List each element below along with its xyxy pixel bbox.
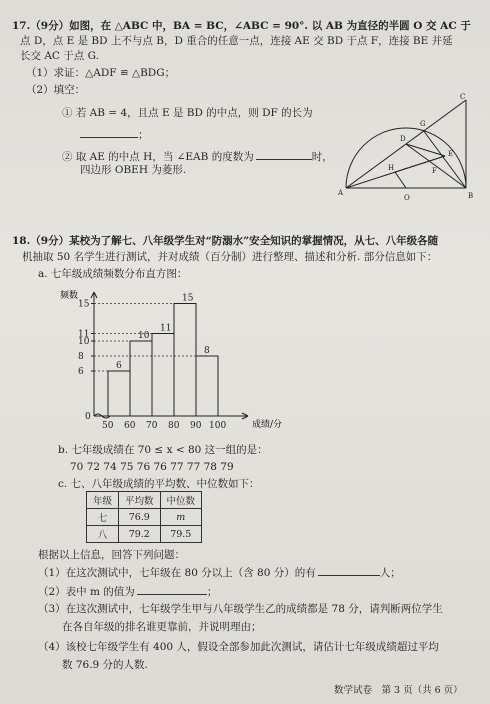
label-e: E — [448, 150, 454, 158]
q17-part2: （2）填空： — [26, 84, 86, 96]
bar-value-label: 6 — [116, 361, 122, 371]
q18-p2a: （2）表中 m 的值为 — [38, 586, 135, 598]
q17-line2: 点 D，点 E 是 BD 上不与点 B，D 重合的任意一点，连接 AE 交 BD 于点 F，连接 BE 并延 — [20, 35, 453, 47]
histogram-bar — [108, 371, 130, 416]
histogram-bar — [174, 304, 196, 417]
bar-value-label: 11 — [160, 323, 172, 334]
answer-blank[interactable] — [318, 565, 380, 576]
q17-sub2a-line — [62, 149, 333, 164]
q18-a-title: a. 七年级成绩频数分布直方图： — [38, 268, 188, 280]
answer-blank[interactable] — [80, 127, 138, 138]
bar-value-label: 15 — [182, 293, 194, 304]
answer-blank[interactable] — [256, 149, 312, 160]
q18-p1-line — [38, 565, 401, 580]
q18-p3a: （3）在这次测试中，七年级学生甲与八年级学生乙的成绩都是 78 分，请判断两位学生 — [38, 603, 443, 615]
label-d: D — [400, 135, 406, 143]
label-g: G — [420, 120, 426, 128]
table-row — [87, 509, 202, 526]
q18-line2: 机抽取 50 名学生进行测试，并对成绩（百分制）进行整理、描述和分析. 部分信息如下： — [22, 251, 438, 263]
y-tick-label: 11 — [78, 329, 90, 340]
table-cell: 76.9 — [119, 509, 161, 526]
stats-table — [86, 491, 202, 543]
bar-value-label: 8 — [204, 346, 210, 356]
label-a: A — [338, 189, 344, 197]
bar-value-label: 10 — [138, 331, 150, 341]
x-tick-label: 60 — [124, 421, 136, 431]
histogram-bar — [130, 341, 152, 416]
table-header: 年级 — [87, 492, 119, 509]
q18-b-values: 70 72 74 75 76 76 77 77 78 79 — [70, 461, 234, 473]
q18-p4a: （4）该校七年级学生有 400 人，假设全部参加此次测试，请估计七年级成绩超过平均 — [38, 641, 439, 653]
segment-de — [406, 144, 445, 156]
q17-sub2b: 时， — [311, 151, 333, 163]
y-tick-label: 15 — [78, 299, 90, 310]
y-axis-label: 频数 — [60, 291, 79, 301]
histogram-bar — [196, 356, 218, 416]
q17-sub2c: 四边形 OBEH 为菱形. — [80, 164, 187, 176]
label-o: O — [404, 194, 410, 202]
q17-sub1-answer — [80, 127, 149, 142]
y-tick-label: 6 — [78, 367, 84, 377]
q18-p4b: 数 76.9 分的人数. — [62, 659, 148, 671]
q17-sub1b: ； — [138, 129, 149, 141]
segment-bg — [423, 130, 466, 188]
table-header: 中位数 — [160, 492, 202, 509]
x-tick-label: 90 — [190, 421, 202, 431]
table-cell: 八 — [87, 526, 119, 543]
q18-answer-intro: 根据以上信息，回答下列问题： — [38, 549, 185, 561]
segment-oh — [395, 172, 406, 188]
q17-part1: （1）求证：△ADF ≌ △BDG； — [26, 67, 176, 79]
table-cell: 79.2 — [119, 526, 161, 543]
q18-p2-line — [38, 584, 217, 599]
q17-line1: 17.（9分）如图，在 △ABC 中，BA = BC，∠ABC = 90°. 以 AB 为直径的半圆 O 交 AC 于 — [12, 20, 471, 32]
q18-p3b: 在各自年级的排名谁更靠前，并说明理由； — [62, 621, 262, 633]
q18-c-title: c. 七、八年级成绩的平均数、中位数如下： — [58, 478, 260, 490]
q18-line1: 18.（9分）某校为了解七、八年级学生对“防溺水”安全知识的掌握情况，从七、八年级各随 — [12, 235, 439, 247]
table-cell: 七 — [87, 509, 119, 526]
table-header-row — [87, 492, 202, 509]
x-axis-label: 成绩/分 — [252, 420, 283, 430]
label-f: F — [432, 167, 437, 175]
q18-p1a: （1）在这次测试中，七年级在 80 分以上（含 80 分）的有 — [38, 567, 316, 579]
table-cell: m — [160, 509, 202, 526]
answer-blank[interactable] — [137, 584, 207, 595]
histogram-bar — [152, 334, 174, 417]
x-tick-label: 50 — [102, 421, 114, 431]
page-footer: 数学试卷 第 3 页（共 6 页） — [334, 685, 463, 696]
table-cell: 79.5 — [160, 526, 202, 543]
x-tick-label: 100 — [209, 421, 227, 431]
q17-line3: 长交 AC 于点 G. — [20, 50, 99, 62]
label-h: H — [388, 164, 395, 172]
q18-p1b: 人； — [379, 567, 401, 579]
q18-b-title: b. 七年级成绩在 70 ≤ x < 80 这一组的是： — [58, 444, 268, 456]
table-row — [87, 526, 202, 543]
x-tick-label: 80 — [168, 421, 180, 431]
label-c: C — [460, 93, 466, 101]
semicircle-arc — [346, 128, 466, 188]
q17-sub1a: ① 若 AB = 4，且点 E 是 BD 的中点，则 DF 的长为 — [62, 107, 313, 119]
y-tick-label: 8 — [78, 352, 84, 362]
histogram-chart — [56, 284, 306, 434]
x-tick-label: 70 — [146, 421, 158, 431]
geometry-figure — [328, 92, 488, 210]
q17-sub2a: ② 取 AE 的中点 H，当 ∠EAB 的度数为 — [62, 151, 254, 163]
y-tick-label: 10 — [78, 337, 90, 347]
origin-label: 0 — [85, 412, 91, 422]
label-b: B — [468, 192, 474, 200]
table-header: 平均数 — [119, 492, 161, 509]
q18-p2b: ； — [206, 586, 218, 598]
